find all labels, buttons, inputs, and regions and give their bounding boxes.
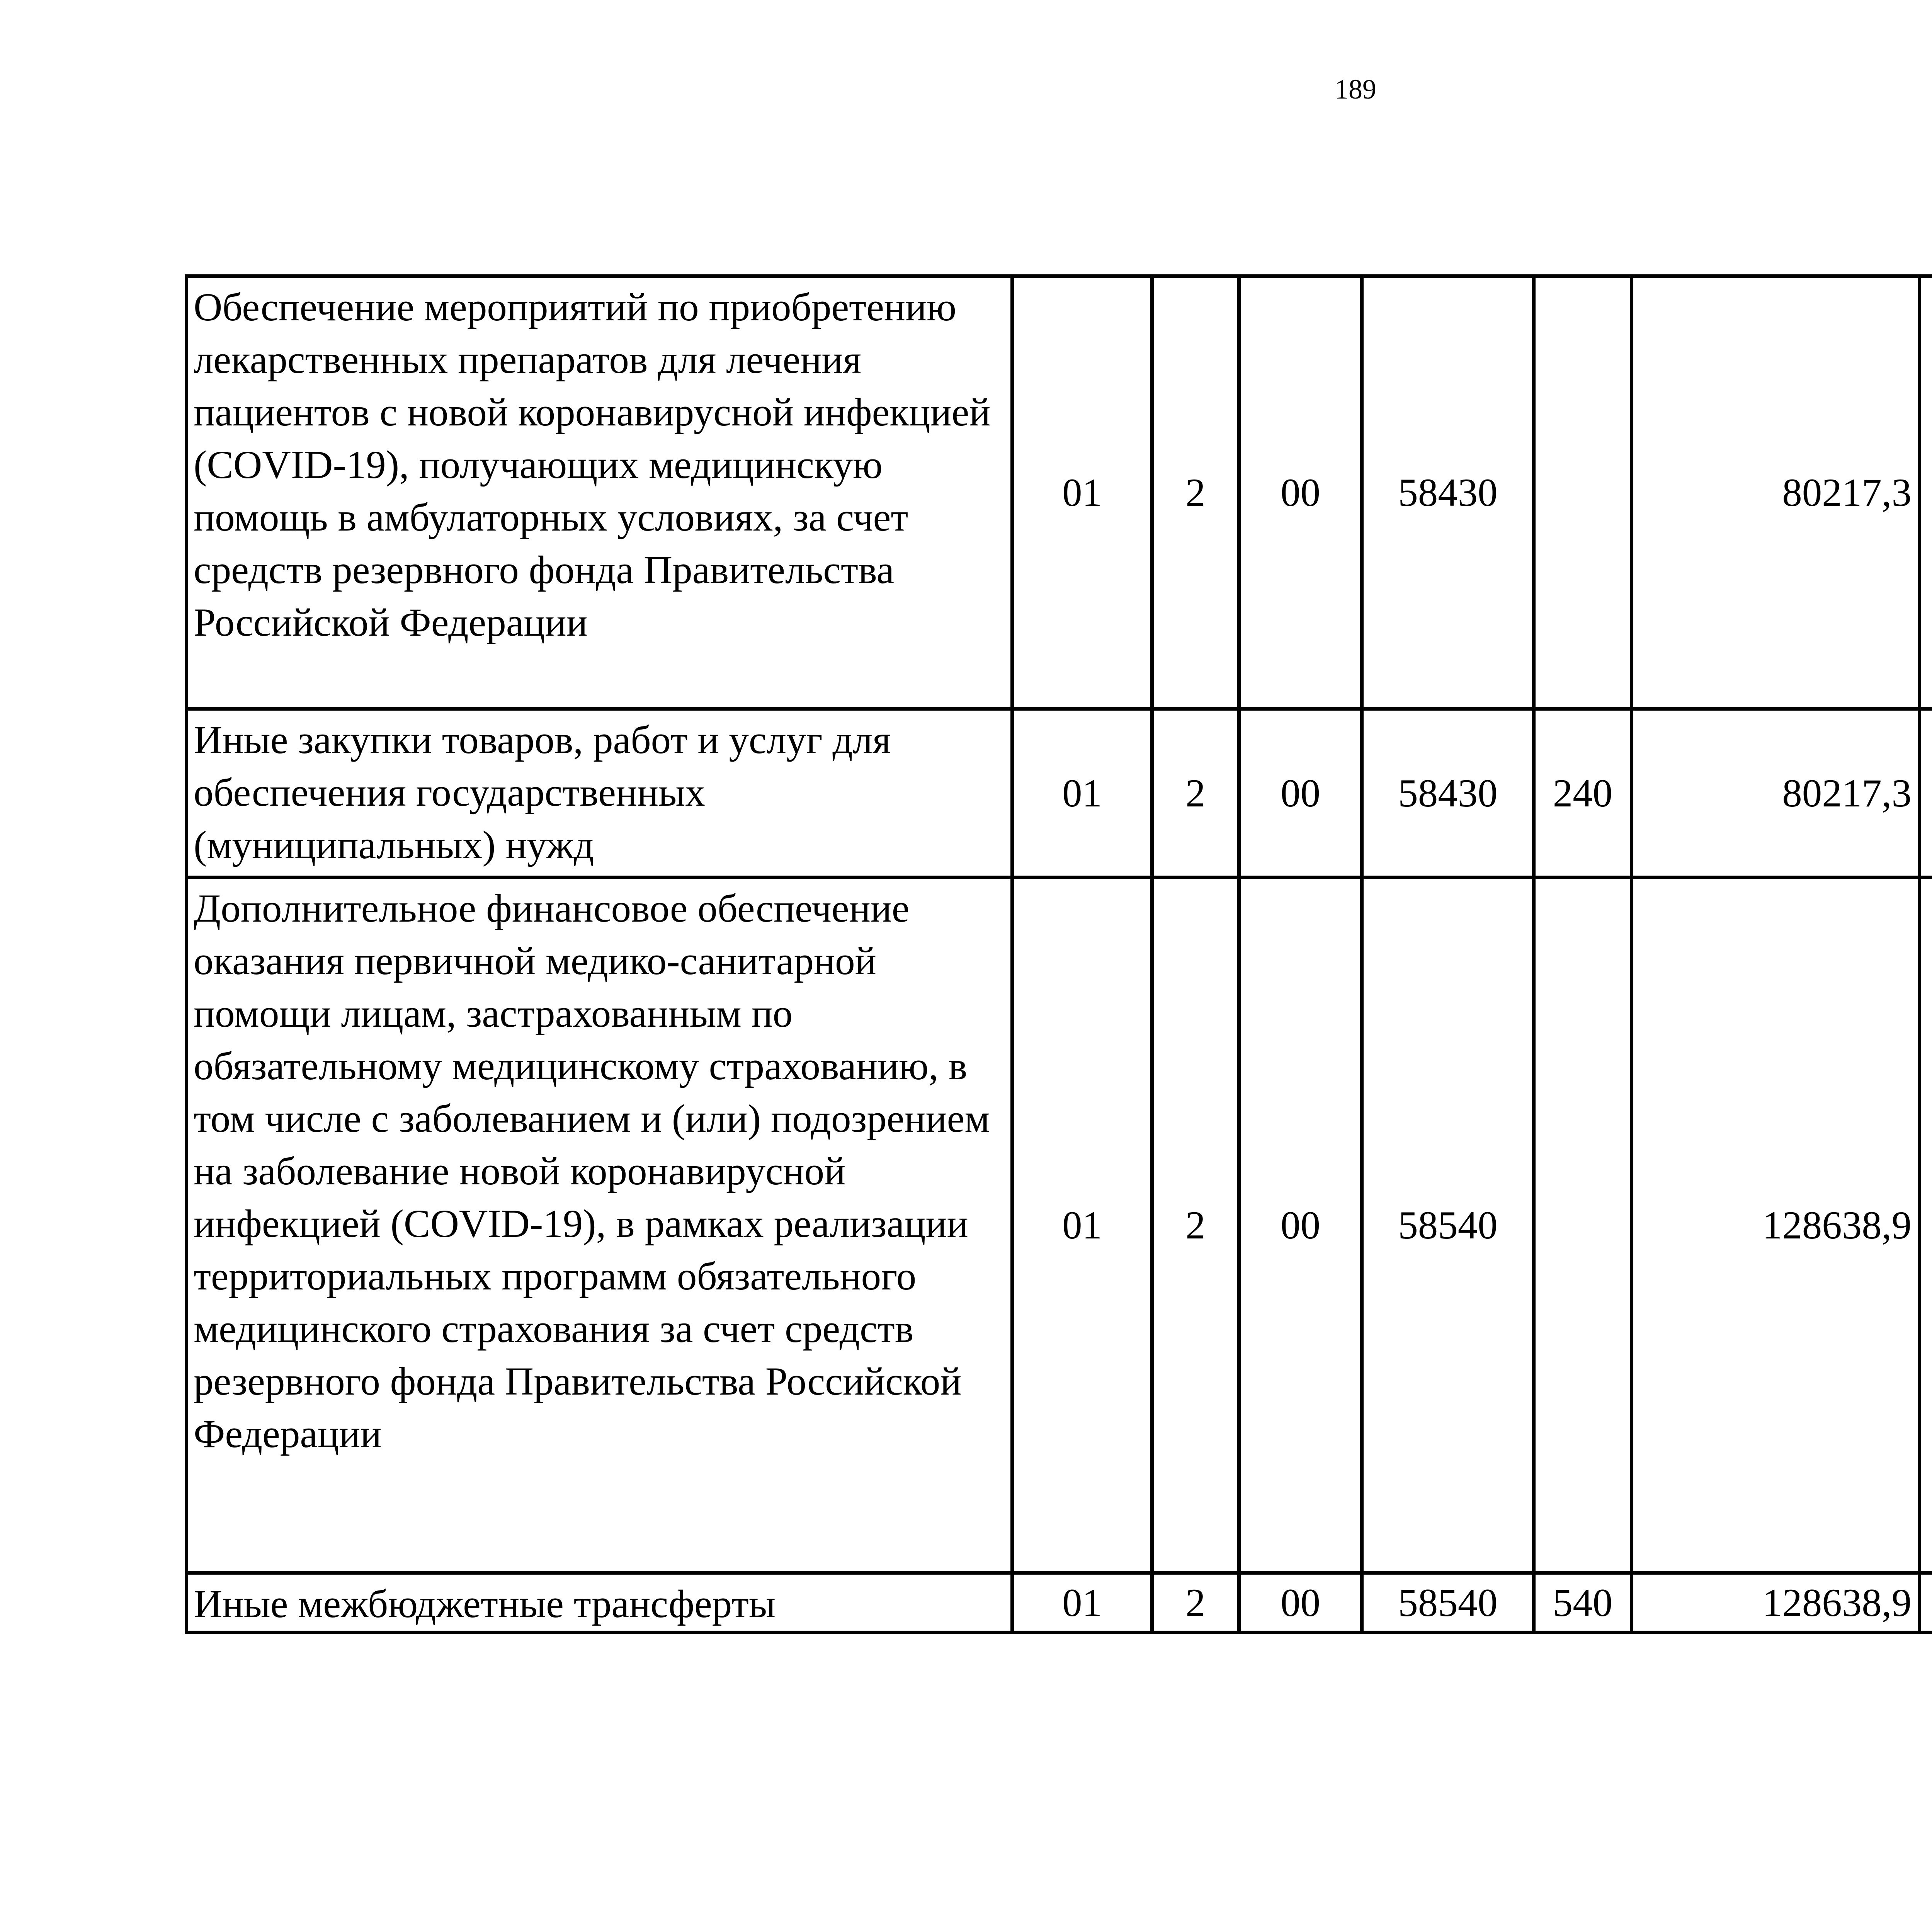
row-description: Иные межбюджетные трансферты — [187, 1573, 1012, 1633]
amount-cell: 128638,9 — [1632, 1573, 1920, 1633]
amount-cell: 80217,3 — [1632, 276, 1920, 709]
program-code: 2 — [1152, 276, 1239, 709]
extra-cell-1 — [1920, 1573, 1932, 1633]
subprogram-code: 00 — [1239, 878, 1362, 1573]
amount-cell: 80217,3 — [1632, 709, 1920, 878]
table-row — [187, 276, 1932, 709]
amount-cell: 128638,9 — [1632, 878, 1920, 1573]
expense-type-code: 540 — [1534, 1573, 1632, 1633]
row-description: Дополнительное финансовое обеспечение оказания первичной медико-санитарной помощи лицам, застрахованным по обязательному медицинскому страхованию, в том числе с заболеванием и (или) подозрением на заболевание новой коронавирусной инфекцией (COVID-19), в рамках реализации территориальных программ обязательного медицинского страхования за счет средств резервного фонда Правительства Российской Федерации — [187, 878, 1012, 1573]
extra-cell-1 — [1920, 276, 1932, 709]
table-row — [187, 709, 1932, 878]
expense-type-code: 240 — [1534, 709, 1632, 878]
direction-code: 58540 — [1362, 878, 1534, 1573]
page-number: 189 — [1335, 74, 1376, 105]
row-description: Иные закупки товаров, работ и услуг для обеспечения государственных (муниципальных) нужд — [187, 709, 1012, 878]
section-code: 01 — [1012, 1573, 1152, 1633]
subprogram-code: 00 — [1239, 709, 1362, 878]
table-row — [187, 1573, 1932, 1633]
budget-table — [185, 274, 1932, 1634]
program-code: 2 — [1152, 709, 1239, 878]
subprogram-code: 00 — [1239, 276, 1362, 709]
table-row — [187, 878, 1932, 1573]
section-code: 01 — [1012, 878, 1152, 1573]
subprogram-code: 00 — [1239, 1573, 1362, 1633]
section-code: 01 — [1012, 709, 1152, 878]
direction-code: 58430 — [1362, 709, 1534, 878]
program-code: 2 — [1152, 1573, 1239, 1633]
expense-type-code — [1534, 276, 1632, 709]
section-code: 01 — [1012, 276, 1152, 709]
direction-code: 58430 — [1362, 276, 1534, 709]
extra-cell-1 — [1920, 878, 1932, 1573]
expense-type-code — [1534, 878, 1632, 1573]
row-description: Обеспечение мероприятий по приобретению лекарственных препаратов для лечения пациентов с новой коронавирусной инфекцией (COVID-19), получающих медицинскую помощь в амбулаторных условиях, за счет средств резервного фонда Правительства Российской Федерации — [187, 276, 1012, 709]
direction-code: 58540 — [1362, 1573, 1534, 1633]
program-code: 2 — [1152, 878, 1239, 1573]
extra-cell-1 — [1920, 709, 1932, 878]
